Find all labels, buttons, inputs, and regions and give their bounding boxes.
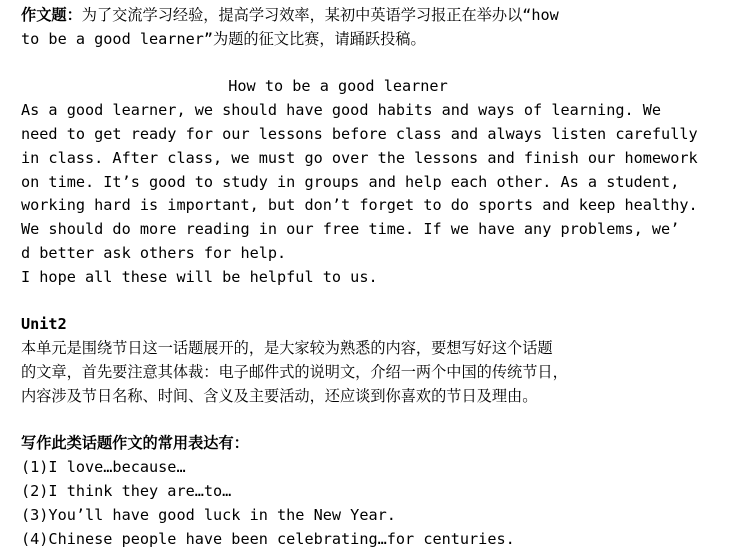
spacer: [21, 52, 743, 76]
essay-title: How to be a good learner: [228, 77, 448, 96]
spacer: [21, 290, 743, 314]
expression-item: (1)I love…because…: [21, 458, 186, 477]
expression-item: (3)You’ll have good luck in the New Year.: [21, 505, 396, 524]
essay-line: As a good learner, we should have good habits and ways of learning. We: [21, 101, 662, 120]
unit-intro-line: 本单元是围绕节日这一话题展开的，是大家较为熟悉的内容，要想写好这个话题: [21, 339, 553, 358]
essay-line: working hard is important, but don’t forget to do sports and keep healthy.: [21, 196, 698, 215]
essay-line: I hope all these will be helpful to us.: [21, 267, 378, 286]
unit-intro-line: 内容涉及节日名称、时间、含义及主要活动，还应谈到你喜欢的节日及理由。: [21, 386, 538, 405]
expressions-heading: 写作此类话题作文的常用表达有：: [21, 434, 249, 453]
essay-line: We should do more reading in our free time. If we have any problems, we’: [21, 220, 680, 239]
essay-line: need to get ready for our lessons before class and always listen carefully: [21, 124, 698, 143]
spacer: [21, 409, 743, 433]
essay-line: on time. It’s good to study in groups and help each other. As a student,: [21, 172, 680, 191]
prompt-line-2: to be a good learner”为题的征文比赛，请踊跃投稿。: [21, 29, 426, 48]
expression-item: (2)I think they are…to…: [21, 481, 232, 500]
unit-intro-line: 的文章，首先要注意其体裁：电子邮件式的说明文，介绍一两个中国的传统节日，: [21, 362, 568, 381]
unit-heading: Unit2: [21, 315, 67, 334]
prompt-label: 作文题：: [21, 6, 82, 24]
essay-line: d better ask others for help.: [21, 243, 287, 262]
prompt-text-1: 为了交流学习经验，提高学习效率，某初中英语学习报正在举办以“how: [81, 6, 559, 24]
essay-line: in class. After class, we must go over the lessons and finish our homework: [21, 148, 698, 167]
prompt-line-1: [21, 4, 743, 28]
document-page: [21, 4, 743, 551]
expression-item: (4)Chinese people have been celebrating…for centuries.: [21, 529, 515, 548]
